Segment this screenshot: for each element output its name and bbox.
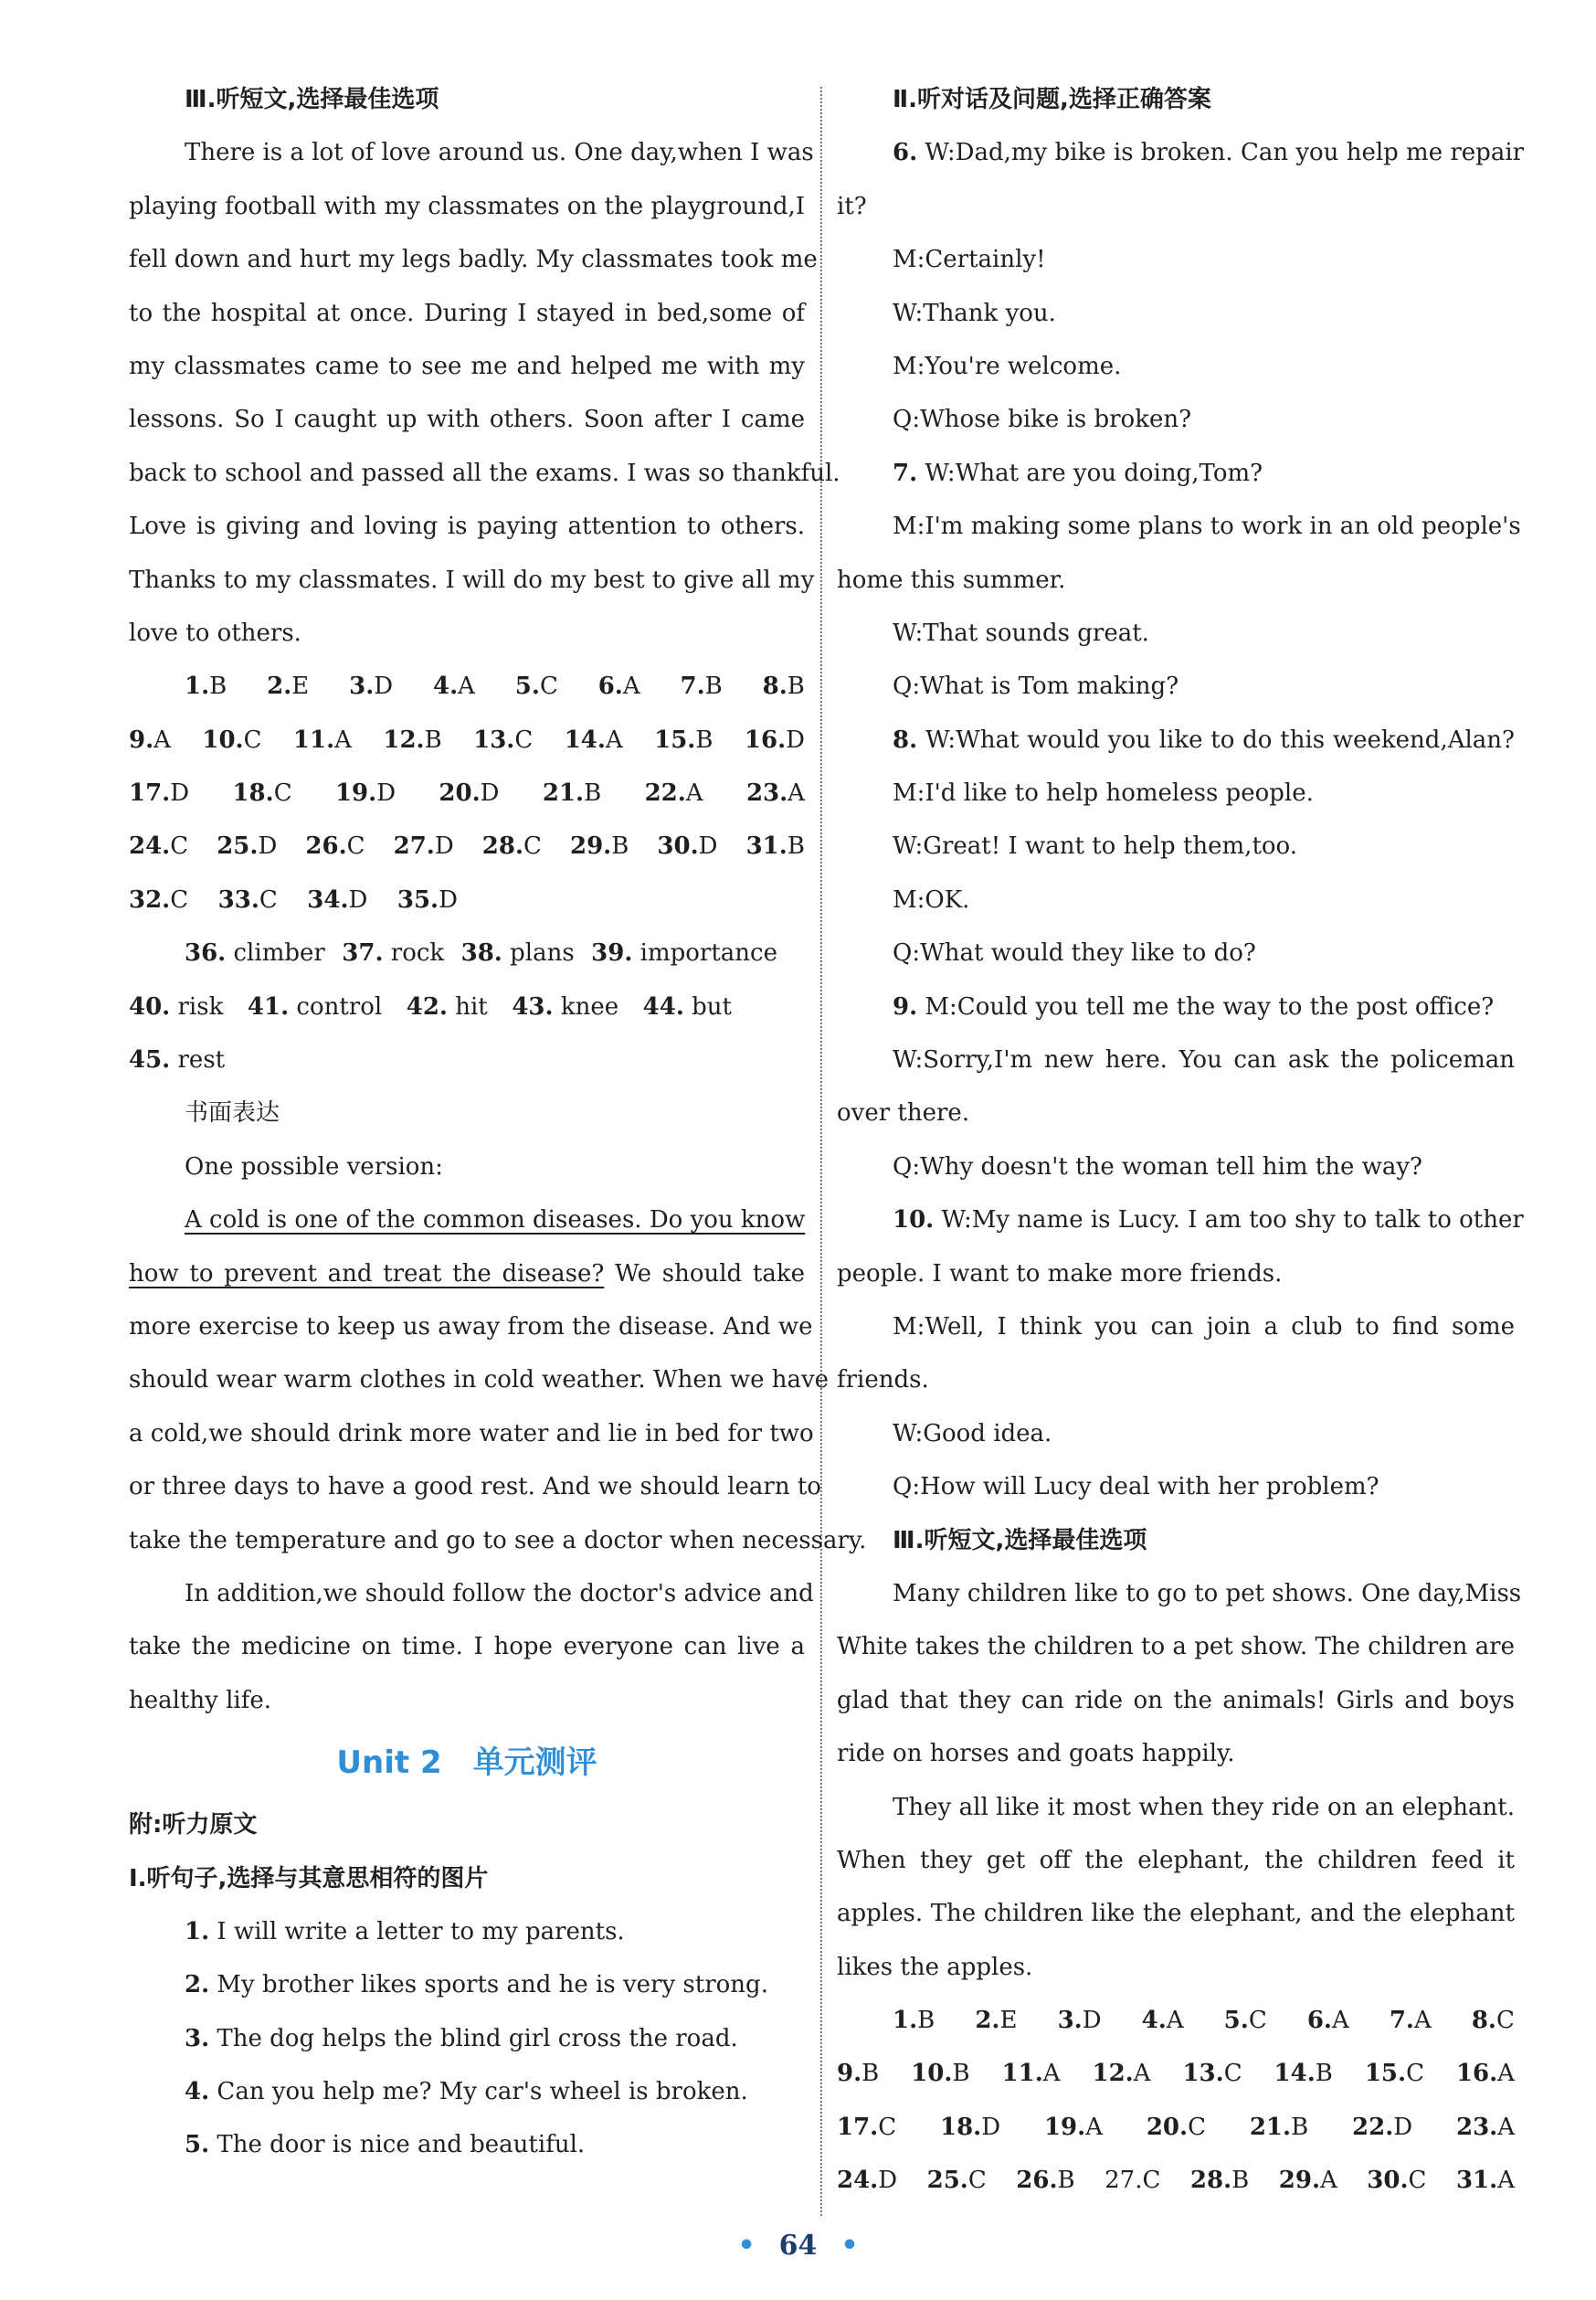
answer-item: 9.B	[837, 2060, 880, 2088]
answer-row	[837, 2101, 1515, 2154]
passage-line: ride on horses and goats happily.	[837, 1740, 1235, 1768]
answer-item: 2.E	[975, 2007, 1018, 2035]
answer-item: 8.B	[762, 673, 805, 701]
answer-item: 20.D	[439, 779, 500, 808]
dialogue-line: W:Great! I want to help them,too.	[893, 832, 1298, 861]
answer-row	[837, 2047, 1515, 2100]
answer-item: 10.C	[202, 726, 262, 754]
answer-item: 17.D	[129, 779, 190, 808]
dialogue-line: M:OK.	[893, 885, 970, 914]
dialogue-question: Q:Why doesn't the woman tell him the way?	[893, 1152, 1422, 1181]
answer-item: 22.D	[1352, 2113, 1413, 2141]
column-divider	[820, 87, 822, 2216]
answer-item: 1.B	[893, 2007, 935, 2035]
dialogue-line: 7. W:What are you doing,Tom?	[893, 459, 1263, 487]
answer-item: 24.C	[129, 832, 189, 861]
answer-item: 24.D	[837, 2167, 898, 2195]
answer-item: 3.D	[1057, 2007, 1102, 2035]
dialogue-line: M:You're welcome.	[893, 352, 1122, 380]
sentence-item: 4. Can you help me? My car's wheel is broken.	[185, 2078, 748, 2106]
passage-line: There is a lot of love around us. One day,when I was	[185, 139, 814, 167]
passage-line: likes the apples.	[837, 1953, 1033, 1981]
essay-line: or three days to have a good rest. And we should learn to	[129, 1473, 821, 1501]
answer-item: 34.D	[307, 885, 368, 914]
answer-item: 1.B	[185, 673, 227, 701]
answer-item: 23.A	[1455, 2113, 1515, 2141]
dialogue-line: M:Well, I think you can join a club to find some	[893, 1312, 1515, 1341]
answer-item: 14.B	[1274, 2060, 1333, 2088]
answer-item: 33.C	[217, 885, 278, 914]
version-label: One possible version:	[185, 1152, 443, 1181]
answer-item: 7.B	[680, 673, 723, 701]
answer-item: 13.C	[473, 726, 534, 754]
answer-item: 23.A	[745, 779, 805, 808]
passage-line: glad that they can ride on the animals! Girls and boys	[837, 1686, 1515, 1714]
answer-item: 30.C	[1367, 2167, 1427, 2195]
answer-item: 44. but	[642, 992, 732, 1021]
essay-line: In addition,we should follow the doctor's advice and	[185, 1579, 814, 1607]
section-heading: Ⅱ.听对话及问题,选择正确答案	[893, 86, 1211, 113]
passage-line: love to others.	[129, 619, 301, 647]
answer-item: 40. risk	[129, 992, 224, 1021]
passage-line: back to school and passed all the exams. I was so thankful.	[129, 459, 840, 487]
answer-item: 6.A	[597, 673, 640, 701]
dialogue-question: Q:How will Lucy deal with her problem?	[893, 1473, 1379, 1501]
dialogue-line: it?	[837, 192, 867, 220]
answer-item: 8.C	[1471, 2007, 1515, 2035]
passage-line: When they get off the elephant, the children feed it	[837, 1846, 1515, 1874]
dialogue-line: M:Certainly!	[893, 246, 1046, 274]
dialogue-line: 9. M:Could you tell me the way to the post office?	[893, 992, 1495, 1021]
right-column	[837, 73, 1525, 2208]
unit-title: Unit 2 单元测评	[336, 1744, 597, 1782]
dialogue-line: 10. W:My name is Lucy. I am too shy to talk to other	[893, 1206, 1524, 1235]
answer-item: 28.B	[1189, 2167, 1250, 2195]
word-answer-row	[129, 1033, 805, 1086]
answer-item: 15.B	[654, 726, 713, 754]
answer-item: 37. rock	[342, 939, 445, 968]
answer-item: 14.A	[564, 726, 623, 754]
dialogue-line: W:Sorry,I'm new here. You can ask the policeman	[893, 1046, 1515, 1075]
passage-line: White takes the children to a pet show. The children are	[837, 1633, 1515, 1661]
passage-line: Love is giving and loving is paying attention to others.	[129, 513, 805, 541]
essay-line: more exercise to keep us away from the disease. And we	[129, 1312, 813, 1341]
answer-item: 22.A	[644, 779, 703, 808]
answer-item: 35.D	[396, 885, 458, 914]
answer-item: 12.B	[383, 726, 442, 754]
sentence-item: 3. The dog helps the blind girl cross the road.	[185, 2024, 738, 2052]
answer-item: 13.C	[1182, 2060, 1242, 2088]
dialogue-line: W:Thank you.	[893, 299, 1056, 327]
answer-item: 4.A	[433, 673, 475, 701]
dialogue-line: M:I'd like to help homeless people.	[893, 779, 1314, 808]
sentence-item: 5. The door is nice and beautiful.	[185, 2131, 586, 2159]
answer-row	[837, 1994, 1515, 2047]
passage-line: Many children like to go to pet shows. One day,Miss	[893, 1579, 1522, 1607]
answer-item: 21.B	[542, 779, 602, 808]
answer-row	[129, 874, 458, 927]
dialogue-line: over there.	[837, 1099, 970, 1128]
answer-item: 4.A	[1141, 2007, 1184, 2035]
page-number: • 64 •	[737, 2230, 859, 2262]
answer-row	[129, 767, 805, 820]
answer-row	[129, 820, 805, 873]
word-answer-row	[129, 927, 777, 980]
answer-item: 19.A	[1043, 2113, 1103, 2141]
dialogue-line: people. I want to make more friends.	[837, 1259, 1283, 1288]
answer-item: 18.C	[232, 779, 292, 808]
essay-underlined: how to prevent and treat the disease?	[129, 1259, 605, 1288]
answer-item: 25.D	[217, 832, 278, 861]
answer-item: 27.C	[1105, 2167, 1161, 2195]
answer-item: 11.A	[1001, 2060, 1061, 2088]
answer-item: 10.B	[911, 2060, 970, 2088]
answer-item: 26.C	[305, 832, 365, 861]
appendix-label: 附:听力原文	[129, 1811, 258, 1839]
answer-item: 30.D	[657, 832, 718, 861]
answer-item: 3.D	[349, 673, 394, 701]
answer-item: 45. rest	[129, 1046, 226, 1075]
answer-item: 36. climber	[185, 939, 325, 968]
answer-item: 39. importance	[591, 939, 777, 968]
answer-item: 28.C	[481, 832, 542, 861]
writing-label: 书面表达	[185, 1099, 280, 1128]
passage-line: playing football with my classmates on the playground,I	[129, 192, 805, 220]
essay-line: should wear warm clothes in cold weather. When we have	[129, 1366, 830, 1394]
answer-item: 29.B	[570, 832, 629, 861]
dialogue-line: 6. W:Dad,my bike is broken. Can you help me repair	[893, 139, 1525, 167]
answer-item: 2.E	[267, 673, 310, 701]
answer-item: 16.D	[744, 726, 805, 754]
dialogue-question: Q:What is Tom making?	[893, 673, 1179, 701]
word-answer-row	[129, 980, 732, 1033]
answer-item: 17.C	[837, 2113, 897, 2141]
section-heading: Ⅲ.听短文,选择最佳选项	[185, 86, 439, 113]
answer-row	[837, 2154, 1515, 2207]
answer-item: 29.A	[1278, 2167, 1337, 2195]
answer-item: 31.A	[1455, 2167, 1515, 2195]
answer-item: 12.A	[1092, 2060, 1151, 2088]
dialogue-line: M:I'm making some plans to work in an old people's	[893, 513, 1521, 541]
answer-item: 27.D	[393, 832, 454, 861]
answer-item: 32.C	[129, 885, 189, 914]
answer-item: 26.B	[1016, 2167, 1075, 2195]
essay-line: take the temperature and go to see a doctor when necessary.	[129, 1526, 867, 1554]
essay-line	[129, 1193, 805, 1246]
dialogue-question: Q:Whose bike is broken?	[893, 406, 1192, 434]
passage-line: fell down and hurt my legs badly. My classmates took me	[129, 246, 818, 274]
answer-item: 6.A	[1306, 2007, 1349, 2035]
answer-item: 21.B	[1249, 2113, 1309, 2141]
answer-item: 5.C	[514, 673, 558, 701]
essay-underlined: A cold is one of the common diseases. Do you know	[185, 1206, 806, 1235]
dialogue-line: W:Good idea.	[893, 1419, 1052, 1447]
answer-item: 41. control	[247, 992, 383, 1021]
answer-item: 18.D	[940, 2113, 1001, 2141]
essay-line: take the medicine on time. I hope everyone can live a	[129, 1633, 805, 1661]
passage-line: lessons. So I caught up with others. Soon after I came	[129, 406, 805, 434]
answer-item: 20.C	[1146, 2113, 1206, 2141]
dialogue-line: W:That sounds great.	[893, 619, 1149, 647]
answer-row	[129, 660, 805, 713]
dialogue-line: friends.	[837, 1366, 929, 1394]
essay-line: a cold,we should drink more water and lie in bed for two	[129, 1419, 814, 1447]
passage-line: Thanks to my classmates. I will do my best to give all my	[129, 566, 815, 594]
answer-item: 16.A	[1455, 2060, 1515, 2088]
section-heading: Ⅲ.听短文,选择最佳选项	[893, 1526, 1147, 1554]
answer-item: 11.A	[292, 726, 352, 754]
answer-item: 31.B	[745, 832, 805, 861]
answer-item: 42. hit	[406, 992, 488, 1021]
dialogue-question: Q:What would they like to do?	[893, 939, 1256, 968]
answer-item: 25.C	[926, 2167, 987, 2195]
essay-line: how to prevent and treat the disease? We should take	[129, 1259, 805, 1288]
answer-item: 15.C	[1364, 2060, 1424, 2088]
answer-item: 9.A	[129, 726, 171, 754]
passage-line: apples. The children like the elephant, and the elephant	[837, 1900, 1515, 1928]
section-heading: Ⅰ.听句子,选择与其意思相符的图片	[129, 1864, 489, 1892]
sentence-item: 2. My brother likes sports and he is very strong.	[185, 1971, 768, 1999]
sentence-item: 1. I will write a letter to my parents.	[185, 1917, 625, 1945]
answer-row	[129, 714, 805, 767]
essay-line: healthy life.	[129, 1686, 271, 1714]
answer-item: 7.A	[1389, 2007, 1432, 2035]
dialogue-line: 8. W:What would you like to do this weekend,Alan?	[893, 726, 1515, 754]
answer-item: 38. plans	[460, 939, 575, 968]
answer-item: 19.D	[334, 779, 396, 808]
answer-item: 43. knee	[512, 992, 619, 1021]
passage-line: to the hospital at once. During I stayed in bed,some of	[129, 299, 805, 327]
dialogue-line: home this summer.	[837, 566, 1066, 594]
passage-line: my classmates came to see me and helped me with my	[129, 352, 805, 380]
passage-line: They all like it most when they ride on an elephant.	[893, 1793, 1515, 1821]
answer-item: 5.C	[1223, 2007, 1267, 2035]
